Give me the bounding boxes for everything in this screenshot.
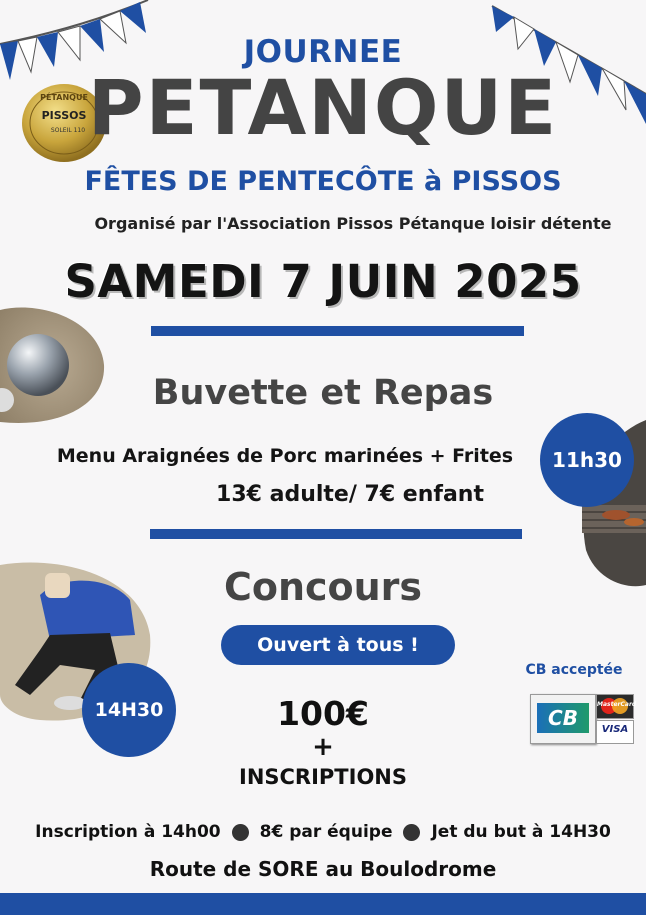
event-subtitle: FÊTES DE PENTECÔTE à PISSOS (84, 166, 562, 197)
visa-logo: VISA (596, 720, 634, 744)
prize-inscriptions: INSCRIPTIONS (239, 765, 407, 789)
event-kicker: JOURNEE (243, 34, 403, 70)
prize-plus: + (312, 732, 334, 762)
buvette-time-badge: 11h30 (540, 413, 634, 507)
info-team-price: 8€ par équipe (259, 822, 393, 842)
info-registration-time: Inscription à 14h00 (35, 822, 221, 842)
svg-text:PISSOS: PISSOS (41, 109, 87, 122)
location-text: Route de SORE au Boulodrome (149, 857, 497, 881)
divider-top (151, 326, 524, 336)
event-date: SAMEDI 7 JUIN 2025 (64, 255, 582, 308)
organizer-text: Organisé par l'Association Pissos Pétanque loisir détente (94, 214, 612, 233)
svg-text:PÉTANQUE: PÉTANQUE (40, 93, 88, 102)
menu-text: Menu Araignées de Porc marinées + Frites (56, 445, 514, 467)
footer-bar (0, 893, 646, 915)
divider-middle (150, 529, 522, 539)
svg-text:SOLEIL 110: SOLEIL 110 (50, 127, 86, 134)
mastercard-logo: MasterCard (596, 694, 634, 719)
prize-amount: 100€ (277, 694, 369, 733)
open-to-all-badge: Ouvert à tous ! (221, 625, 455, 665)
info-start-time: Jet du but à 14H30 (431, 822, 611, 842)
concours-heading: Concours (223, 565, 423, 609)
info-row (0, 822, 646, 842)
concours-time-badge: 14H30 (82, 663, 176, 757)
bullet-dot (403, 824, 420, 841)
bullet-dot (232, 824, 249, 841)
page-title: PETANQUE (87, 63, 559, 152)
payment-label: CB acceptée (525, 662, 623, 678)
cb-card-logo: CB (530, 694, 596, 744)
buvette-heading: Buvette et Repas (152, 373, 494, 413)
menu-price: 13€ adulte/ 7€ enfant (216, 482, 484, 507)
